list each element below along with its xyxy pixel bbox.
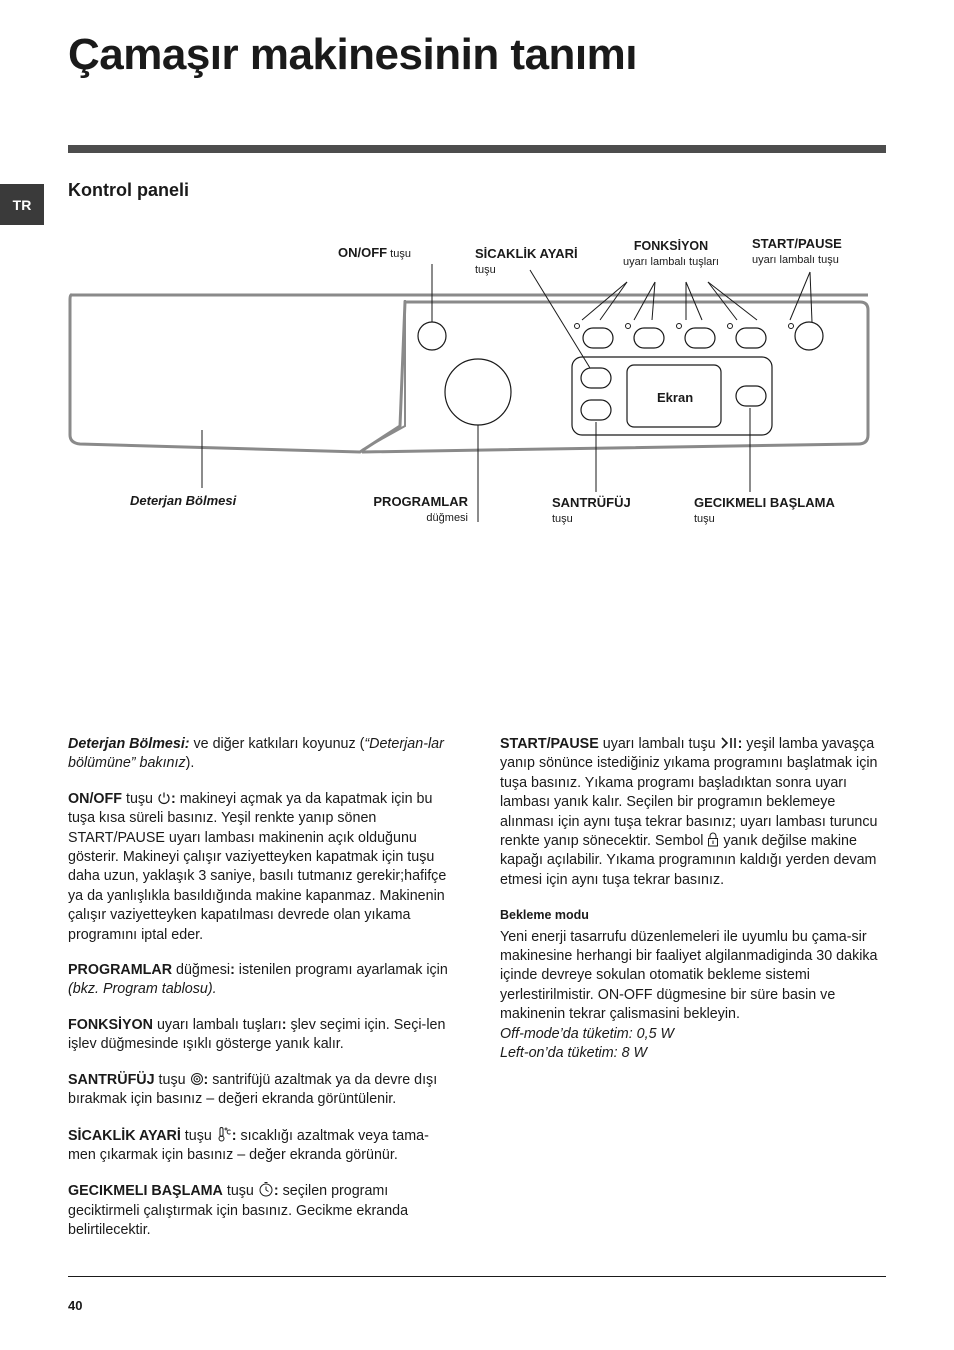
spin-icon: [190, 1072, 204, 1086]
start-pause-paragraph: START/PAUSE uyarı lambalı tuşu : yeşil lamba yavaşça yanıp sönünce istediğiniz yıkama programını başlatmak için tuşa basınız. Yıkama programı başladıktan sonra uyarı lambası yanık kalır. Seçilen bir programın beklemeye alınması için aynı tuşa tekrar basınız; uyarı lambası turuncu renkte yanıp sönecektir. Sembol yanık değilse makine kapağı açılabilir. Yıkama programının kaldığı yerden devam etmesi için aynı tuşa tekrar basınız.: [500, 736, 878, 888]
language-tab: TR: [0, 184, 44, 225]
section-title: Kontrol paneli: [68, 180, 189, 200]
left-column: [68, 735, 454, 1257]
delay-paragraph: GECIKMELI BAŞLAMA tuşu : seçilen programı geciktirmeli çalıştırmak için basınız. Gecikme ekranda belirtilecektir.: [68, 1183, 409, 1239]
delay-label: GECIKMELI BAŞLAMA tuşu: [694, 495, 835, 525]
standby-paragraph: Yeni enerji tasarrufu düzenlemeleri ile uyumlu bu çama-sir makinesine herhangi bir faaliyet algilanmadiginda 30 dakika içinde devreye sokulan otomatik bekleme sistemi yerlestirilmistir. ON-OFF dügmesine bir süre basin ve makinenin tekrar çalismasini bekleyin.: [500, 928, 878, 1023]
start-label: START/PAUSE uyarı lambalı tuşu: [752, 236, 842, 266]
temp-label: SİCAKLİK AYARİ tuşu: [475, 246, 578, 276]
standby-title: Bekleme modu: [500, 908, 589, 923]
program-knob-drawing: [445, 359, 511, 425]
screen-label: Ekran: [657, 390, 694, 405]
left-on-consumption: Left-on’da tüketim: 8 W: [500, 1045, 648, 1062]
onoff-label: ON/OFF tuşu: [338, 245, 411, 260]
spin-label: SANTRÜFÜJ tuşu: [552, 495, 631, 525]
onoff-button-drawing: [418, 322, 446, 350]
func-label: FONKSİYON uyarı lambalı tuşları: [623, 239, 719, 268]
timer-icon: [258, 1181, 274, 1197]
power-icon: [157, 791, 171, 805]
footer-divider: [68, 1276, 886, 1277]
page-title: Çamaşır makinesinin tanımı: [68, 30, 637, 79]
onoff-paragraph: ON/OFF tuşu : makineyi açmak ya da kapatmak için bu tuşa kısa süreli basınız. Yeşil renkte yanıp sönen START/PAUSE uyarı lambası makinenin açık olduğunu gösterir. Makineyi çalışır vaziyetteyken kapatmak için tuşu daha uzun, yaklaşık 3 saniye, basılı tutmanız gerekir;hafifçe ya da yanlışlıkla basıldığında makine kapanmaz. Makinenin çalışır vaziyetteyken kapatılması devrede olan yıkama programını iptal eder.: [68, 790, 447, 943]
title-divider: [68, 145, 886, 153]
lock-icon: [707, 832, 719, 847]
programs-label: PROGRAMLAR düğmesi: [373, 494, 468, 524]
detergent-label: Deterjan Bölmesi: [130, 493, 237, 508]
play-pause-icon: [720, 736, 738, 750]
off-mode-consumption: Off-mode’da tüketim: 0,5 W: [500, 1025, 675, 1042]
temperature-paragraph: SİCAKLİK AYARİ tuşu : sıcaklığı azaltmak veya tama-men çıkarmak için basınız – değer ekranda görünür.: [68, 1127, 429, 1163]
thermometer-icon: [216, 1126, 232, 1142]
programs-paragraph: PROGRAMLAR düğmesi: istenilen programı ayarlamak için (bkz. Program tablosu).: [68, 962, 448, 998]
page-number: 40: [68, 1298, 83, 1313]
function-paragraph: FONKSİYON uyarı lambalı tuşları: şlev seçimi için. Seçi-len işlev düğmesinde ışıklı gösterge yanık kalır.: [68, 1016, 446, 1053]
detergent-paragraph: Deterjan Bölmesi: ve diğer katkıları koyunuz (“Deterjan-lar bölümüne” bakınız).: [68, 736, 444, 772]
control-panel-diagram: [0, 230, 954, 540]
right-column: [500, 735, 886, 1064]
spin-paragraph: SANTRÜFÜJ tuşu : santrifüjü azaltmak ya da devre dışı bırakmak için basınız – değeri ekranda görüntülenir.: [68, 1071, 438, 1108]
